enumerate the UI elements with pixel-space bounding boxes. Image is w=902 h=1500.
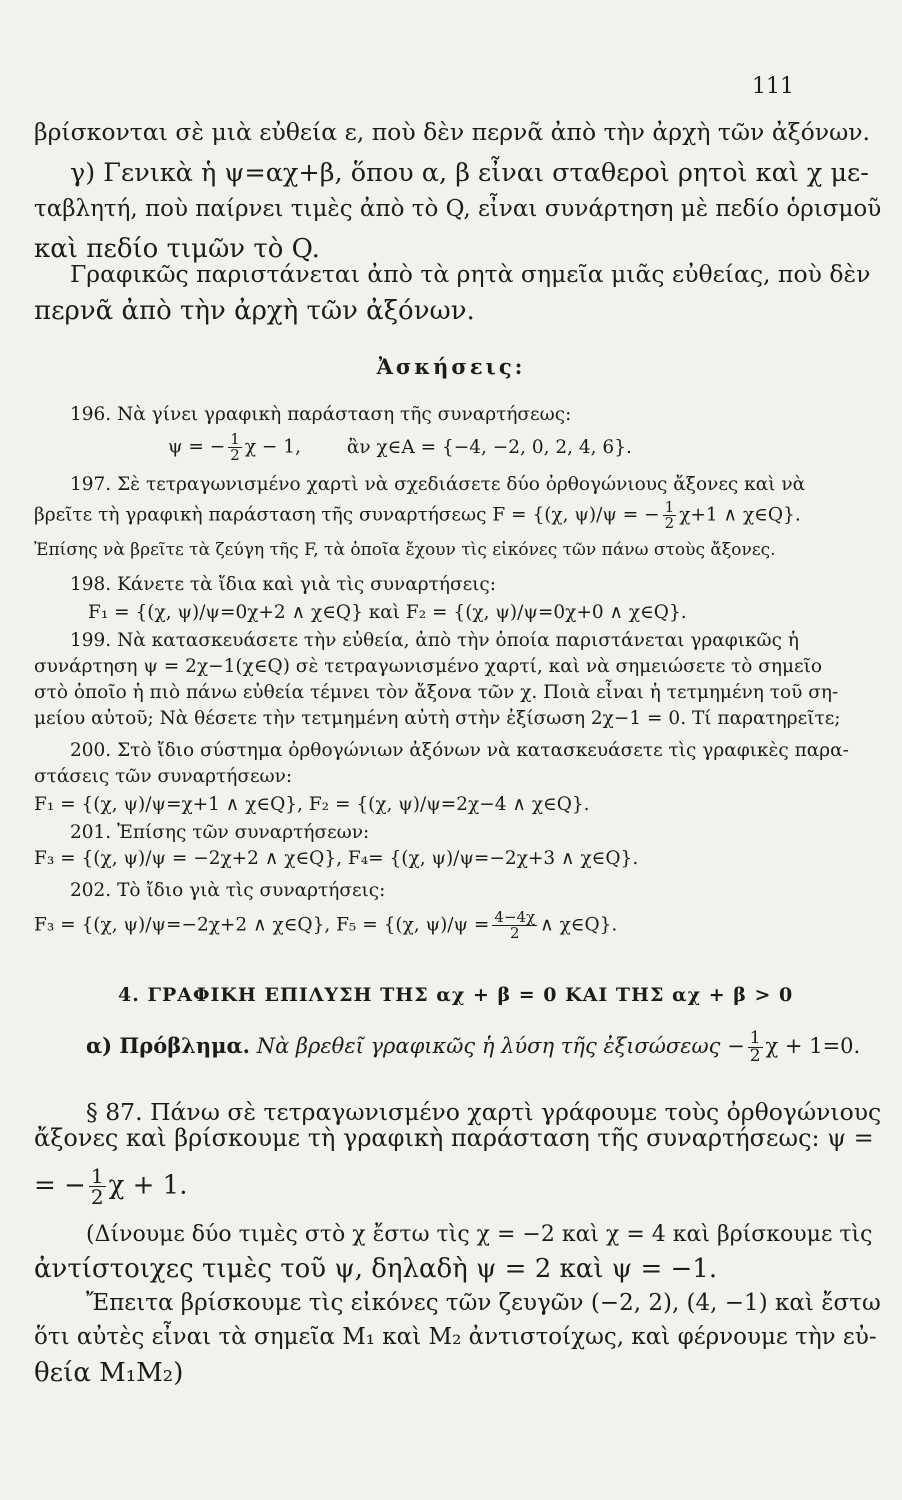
exercise-199: 199. Νὰ κατασκευάσετε τὴν εὐθεία, ἀπὸ τὴν ὁποία παριστάνεται γραφικῶς ἡ xyxy=(70,630,799,651)
problem-label: α) Πρόβλημα. xyxy=(86,1033,250,1058)
fraction: $\frac{1}{2}$ xyxy=(664,498,675,532)
text-line: ταβλητή, ποὺ παίρνει τιμὲς ἀπὸ τὸ Q, εἶναι συνάρτηση μὲ πεδίο ὁρισμοῦ xyxy=(34,196,882,222)
exercise-201: 201. Ἐπίσης τῶν συναρτήσεων: xyxy=(70,822,370,843)
fraction: $\frac{1}{2}$ xyxy=(90,1164,104,1209)
text-line: στὸ ὁποῖο ἡ πιὸ πάνω εὐθεία τέμνει τὸν ἄξονα τῶν χ. Ποιὰ εἶναι ἡ τετμημένη τοῦ ση- xyxy=(34,682,839,703)
text-line: Γραφικῶς παριστάνεται ἀπὸ τὰ ρητὰ σημεῖα μιᾶς εὐθείας, ποὺ δὲν xyxy=(70,260,871,288)
text-line: περνᾶ ἀπὸ τὴν ἀρχὴ τῶν ἀξόνων. xyxy=(34,296,475,326)
exercise-196-formula: ψ = − $\frac{1}{2}$ χ − 1, ἂν χ∈Α = {−4, −2, 0, 2, 4, 6}. xyxy=(168,430,632,464)
problem-statement: α) Πρόβλημα. Νὰ βρεθεῖ γραφικῶς ἡ λύση τῆς ἐξισώσεως − $\frac{1}{2}$ χ + 1=0. xyxy=(86,1028,861,1066)
text-line: Ἔπειτα βρίσκουμε τὶς εἰκόνες τῶν ζευγῶν (−2, 2), (4, −1) καὶ ἔστω xyxy=(86,1290,881,1316)
exercise-200-formula: F₁ = {(χ, ψ)/ψ=χ+1 ∧ χ∈Q}, F₂ = {(χ, ψ)/ψ=2χ−4 ∧ χ∈Q}. xyxy=(34,794,590,815)
exercise-200: 200. Στὸ ἴδιο σύστημα ὀρθογώνιων ἀξόνων νὰ κατασκευάσετε τὶς γραφικὲς παρα- xyxy=(70,740,849,761)
exercise-197: 197. Σὲ τετραγωνισμένο χαρτὶ νὰ σχεδιάσετε δύο ὀρθογώνιους ἄξονες καὶ νὰ xyxy=(70,474,806,495)
text-line: ἄξονες καὶ βρίσκουμε τὴ γραφικὴ παράσταση τῆς συναρτήσεως: ψ = xyxy=(34,1124,874,1152)
text-line: θεία Μ₁Μ₂) xyxy=(34,1358,184,1388)
exercise-198-formula: F₁ = {(χ, ψ)/ψ=0χ+2 ∧ χ∈Q} καὶ F₂ = {(χ, ψ)/ψ=0χ+0 ∧ χ∈Q}. xyxy=(88,602,687,623)
exercise-201-formula: F₃ = {(χ, ψ)/ψ = −2χ+2 ∧ χ∈Q}, F₄= {(χ, ψ)/ψ=−2χ+3 ∧ χ∈Q}. xyxy=(34,848,639,869)
exercise-197-formula: βρεῖτε τὴ γραφικὴ παράσταση τῆς συναρτήσεως F = {(χ, ψ)/ψ = − $\frac{1}{2}$ χ+1 ∧ χ∈Q}. xyxy=(34,498,801,532)
text-line: ἀντίστοιχες τιμὲς τοῦ ψ, δηλαδὴ ψ = 2 καὶ ψ = −1. xyxy=(34,1254,718,1284)
text-line: μείου αὐτοῦ; Νὰ θέσετε τὴν τετμημένη αὐτὴ στὴν ἐξίσωση 2χ−1 = 0. Τί παρατηρεῖτε; xyxy=(34,708,841,729)
fraction: $\frac{1}{2}$ xyxy=(230,430,240,464)
text-line: ὅτι αὐτὲς εἶναι τὰ σημεῖα Μ₁ καὶ Μ₂ ἀντιστοίχως, καὶ φέρνουμε τὴν εὐ- xyxy=(34,1324,877,1350)
section-heading: 4. ΓΡΑΦΙΚΗ ΕΠΙΛΥΣΗ ΤΗΣ αχ + β = 0 ΚΑΙ ΤΗΣ αχ + β > 0 xyxy=(118,984,794,1006)
paragraph-87: § 87. Πάνω σὲ τετραγωνισμένο χαρτὶ γράφουμε τοὺς ὀρθογώνιους xyxy=(86,1098,882,1126)
exercise-202-formula: F₃ = {(χ, ψ)/ψ=−2χ+2 ∧ χ∈Q}, F₅ = {(χ, ψ)/ψ = $\frac{4-4\chi}{2}$ ∧ χ∈Q}. xyxy=(34,908,618,942)
page-number: 111 xyxy=(752,74,794,99)
exercise-196: 196. Νὰ γίνει γραφικὴ παράσταση τῆς συναρτήσεως: xyxy=(70,404,572,425)
exercises-heading: Ἀσκήσεις: xyxy=(376,354,526,379)
fraction: $\frac{1}{2}$ xyxy=(749,1028,761,1066)
text-line: γ) Γενικὰ ἡ ψ=αχ+β, ὅπου α, β εἶναι σταθεροὶ ρητοὶ καὶ χ με- xyxy=(70,158,869,188)
text-line: συνάρτηση ψ = 2χ−1(χ∈Q) σὲ τετραγωνισμένο χαρτί, καὶ νὰ σημειώσετε τὸ σημεῖο xyxy=(34,656,822,677)
exercise-198: 198. Κάνετε τὰ ἴδια καὶ γιὰ τὶς συναρτήσεις: xyxy=(70,574,497,595)
text-line: = − $\frac{1}{2}$ χ + 1. xyxy=(34,1164,188,1209)
exercise-202: 202. Τὸ ἴδιο γιὰ τὶς συναρτήσεις: xyxy=(70,880,386,901)
fraction: $\frac{4-4\chi}{2}$ xyxy=(494,908,536,942)
text-line: καὶ πεδίο τιμῶν τὸ Q. xyxy=(34,234,320,264)
text-line: βρίσκονται σὲ μιὰ εὐθεία ε, ποὺ δὲν περνᾶ ἀπὸ τὴν ἀρχὴ τῶν ἀξόνων. xyxy=(34,118,870,146)
exercise-197-line3: Ἐπίσης νὰ βρεῖτε τὰ ζεύγη τῆς F, τὰ ὁποῖα ἔχουν τὶς εἰκόνες τῶν πάνω στοὺς ἄξονες. xyxy=(34,540,776,560)
text-line: στάσεις τῶν συναρτήσεων: xyxy=(34,766,293,787)
text-line: (Δίνουμε δύο τιμὲς στὸ χ ἔστω τὶς χ = −2 καὶ χ = 4 καὶ βρίσκουμε τὶς xyxy=(86,1222,873,1247)
